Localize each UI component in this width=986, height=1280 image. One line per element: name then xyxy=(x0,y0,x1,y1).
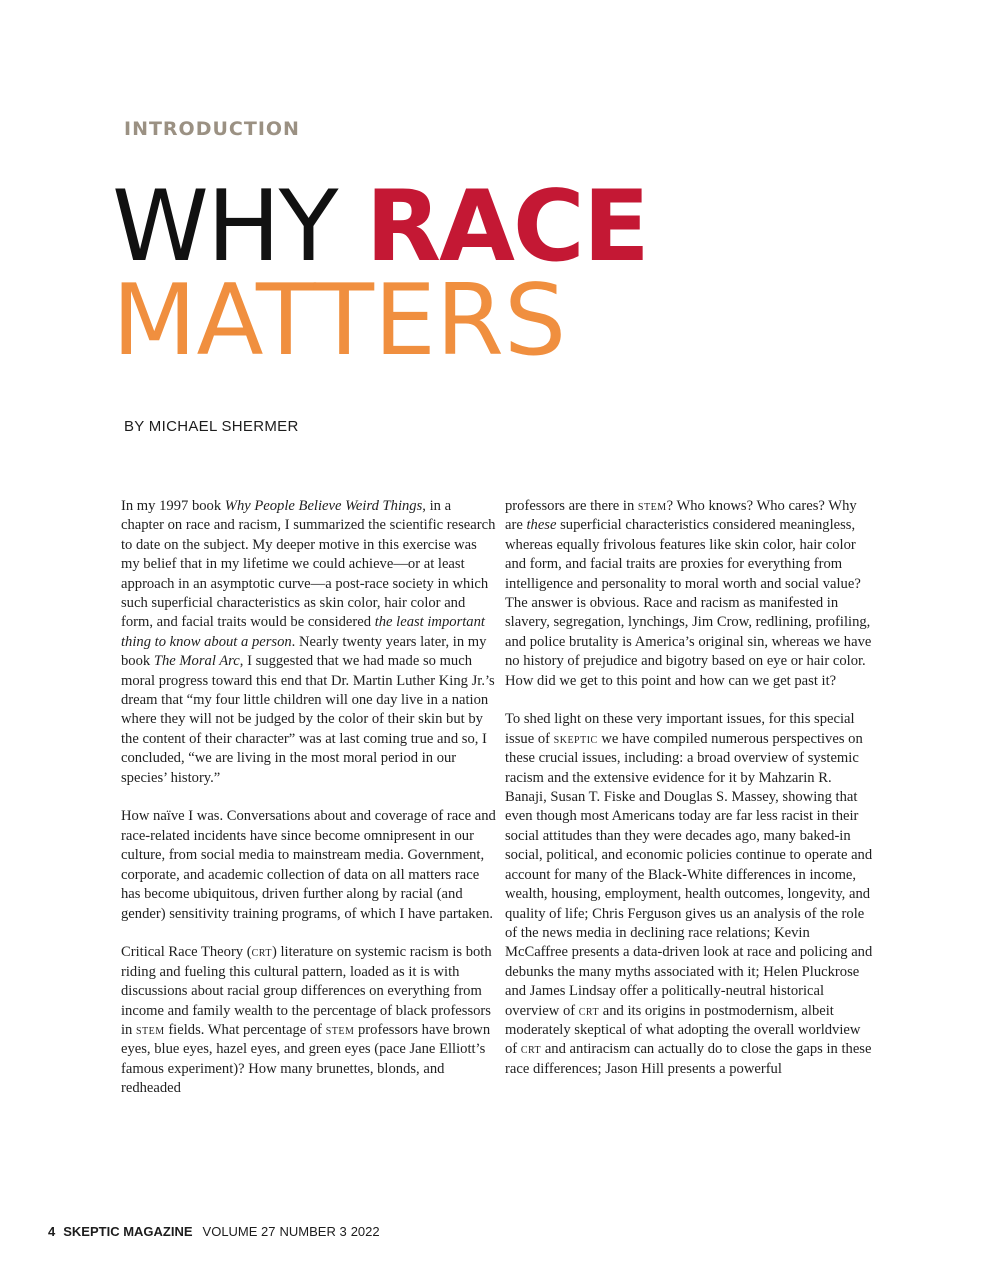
paragraph: professors are there in stem? Who knows? Who cares? Why are these superficial characteristics considered meaningless, whereas equally frivolous features like skin color, hair color and form, and facial traits are proxies for everything from intelligence and personality to moral worth and social value? The answer is obvious. Race and racism as manifested in slavery, segregation, lynchings, Jim Crow, redlining, profiling, and police brutality is America’s original sin, whereas we have no history of prejudice and bigotry based on eye or hair color. How did we get to this point and how can we get past it? xyxy=(505,498,872,689)
book-title: The Moral Arc xyxy=(153,653,240,670)
acronym: crt xyxy=(251,944,272,961)
acronym: stem xyxy=(325,1021,355,1038)
footer-year: 2022 xyxy=(350,1224,380,1239)
body-column-right xyxy=(505,497,873,1099)
magazine-name: skeptic xyxy=(553,730,598,747)
paragraph: How naïve I was. Conversations about and coverage of race and race-related incidents have since become omnipresent in our culture, from social media to mainstream media. Government, corporate, and academic collection of data on all matters race has become ubiquitous, driven further along by racial (and gender) sensitivity training programs, of which I have partaken. xyxy=(121,808,496,922)
page-footer xyxy=(48,1224,380,1239)
article-title xyxy=(112,170,648,378)
acronym: stem xyxy=(637,498,667,514)
page-number: 4 xyxy=(48,1224,56,1239)
paragraph: Critical Race Theory (crt) literature on systemic racism is both riding and fueling this cultural pattern, loaded as it is with discussions about racial group differences on everything from income and family wealth to the percentage of black professors in stem fields. What percentage of stem professors have brown eyes, blue eyes, hazel eyes, and green eyes (pace Jane Elliott’s famous experiment)? How many brunettes, blonds, and redheaded xyxy=(121,944,492,1097)
title-line-1 xyxy=(112,170,648,284)
paragraph: To shed light on these very important issues, for this special issue of skeptic we have compiled numerous perspectives on these crucial issues, including: a broad overview of systemic racism and the extensive evidence for it by Mahzarin R. Banaji, Susan T. Fiske and Douglas S. Massey, showing that even though most Americans today are far less racist in their social attitudes than they were decades ago, many baked-in social, political, and economic policies continue to operate and account for many of the Black-White differences in income, wealth, housing, employment, health outcomes, longevity, and quality of life; Chris Ferguson gives us an analysis of the role of the news media in declining race relations; Kevin McCaffree presents a data-driven look at race and policing and debunks the many myths associated with it; Helen Pluckrose and James Lindsay offer a politically-neutral historical overview of crt and its origins in postmodernism, albeit moderately skeptical of what adopting the overall worldview of crt and antiracism can actually do to close the gaps in these race differences; Jason Hill presents a powerful xyxy=(505,711,873,1077)
byline: BY MICHAEL SHERMER xyxy=(124,418,299,435)
paragraph: In my 1997 book Why People Believe Weird Things, in a chapter on race and racism, I summarized the scientific research to date on the subject. My deeper motive in this exercise was my belief that in my lifetime we could achieve—or at least approach in an asymptotic curve—a post-race society in which such superficial characteristics as skin color, hair color and form, and facial traits would be considered the least important thing to know about a person. Nearly twenty years later, in my book The Moral Arc, I suggested that we had made so much moral progress toward this end that Dr. Martin Luther King Jr.’s dream that “my four little children will one day live in a nation where they will not be judged by the color of their skin but by the content of their character” was at last coming true and so, I concluded, “we are living in the most moral period in our species’ history.” xyxy=(121,498,496,786)
section-label: INTRODUCTION xyxy=(124,118,300,140)
title-line-2: MATTERS xyxy=(112,264,567,378)
footer-volume: VOLUME 27 xyxy=(202,1224,276,1239)
footer-number: NUMBER 3 xyxy=(279,1224,347,1239)
acronym: crt xyxy=(520,1041,542,1058)
body-column-left xyxy=(121,497,496,1118)
title-word-race: RACE xyxy=(365,170,648,284)
footer-magazine: SKEPTIC MAGAZINE xyxy=(63,1224,193,1239)
emphasis: these xyxy=(526,517,557,534)
acronym: stem xyxy=(136,1021,165,1038)
title-word-why: WHY xyxy=(112,170,366,284)
book-title: Why People Believe Weird Things xyxy=(224,498,423,514)
emphasis: the least important thing to know about a person xyxy=(121,614,485,650)
acronym: crt xyxy=(578,1002,600,1019)
